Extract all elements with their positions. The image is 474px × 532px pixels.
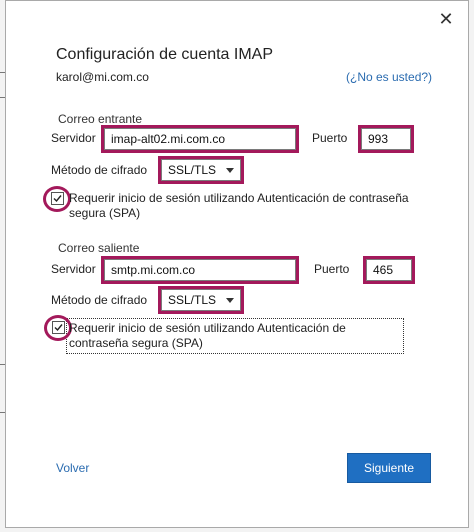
imap-settings-dialog: [5, 0, 469, 528]
incoming-spa-label: Requerir inicio de sesión utilizando Autenticación de contraseña segura (SPA): [69, 191, 409, 220]
incoming-section-label: Correo entrante: [58, 112, 143, 126]
incoming-server-label: Servidor: [51, 131, 96, 145]
close-icon[interactable]: ✕: [438, 9, 454, 29]
outgoing-section-label: Correo saliente: [58, 241, 140, 255]
incoming-encryption-select[interactable]: [161, 159, 241, 181]
incoming-port-label: Puerto: [312, 131, 348, 145]
account-email: karol@mi.com.co: [56, 70, 149, 84]
dialog-title: Configuración de cuenta IMAP: [56, 46, 274, 63]
checkmark-icon: [54, 323, 63, 332]
outgoing-spa-label: Requerir inicio de sesión utilizando Autenticación de contraseña segura (SPA): [69, 321, 346, 350]
incoming-encryption-value: SSL/TLS: [168, 163, 217, 177]
outgoing-server-input[interactable]: smtp.mi.com.co: [104, 259, 296, 281]
incoming-server-input[interactable]: imap-alt02.mi.com.co: [104, 128, 296, 150]
checkmark-icon: [53, 194, 62, 203]
incoming-spa-checkbox[interactable]: [51, 192, 64, 205]
outgoing-encryption-label: Método de cifrado: [51, 293, 148, 307]
outgoing-encryption-value: SSL/TLS: [168, 293, 217, 307]
not-you-link[interactable]: (¿No es usted?): [346, 70, 433, 84]
incoming-encryption-label: Método de cifrado: [51, 163, 148, 177]
chevron-down-icon: [226, 168, 234, 173]
outgoing-port-input[interactable]: 465: [366, 259, 412, 281]
next-button[interactable]: Siguiente: [347, 453, 431, 483]
outgoing-spa-checkbox[interactable]: [52, 321, 65, 334]
incoming-port-input[interactable]: 993: [361, 128, 411, 150]
chevron-down-icon: [226, 298, 234, 303]
outgoing-server-label: Servidor: [51, 262, 96, 276]
outgoing-port-label: Puerto: [314, 262, 350, 276]
back-link[interactable]: Volver: [56, 461, 90, 475]
outgoing-encryption-select[interactable]: [161, 289, 241, 311]
